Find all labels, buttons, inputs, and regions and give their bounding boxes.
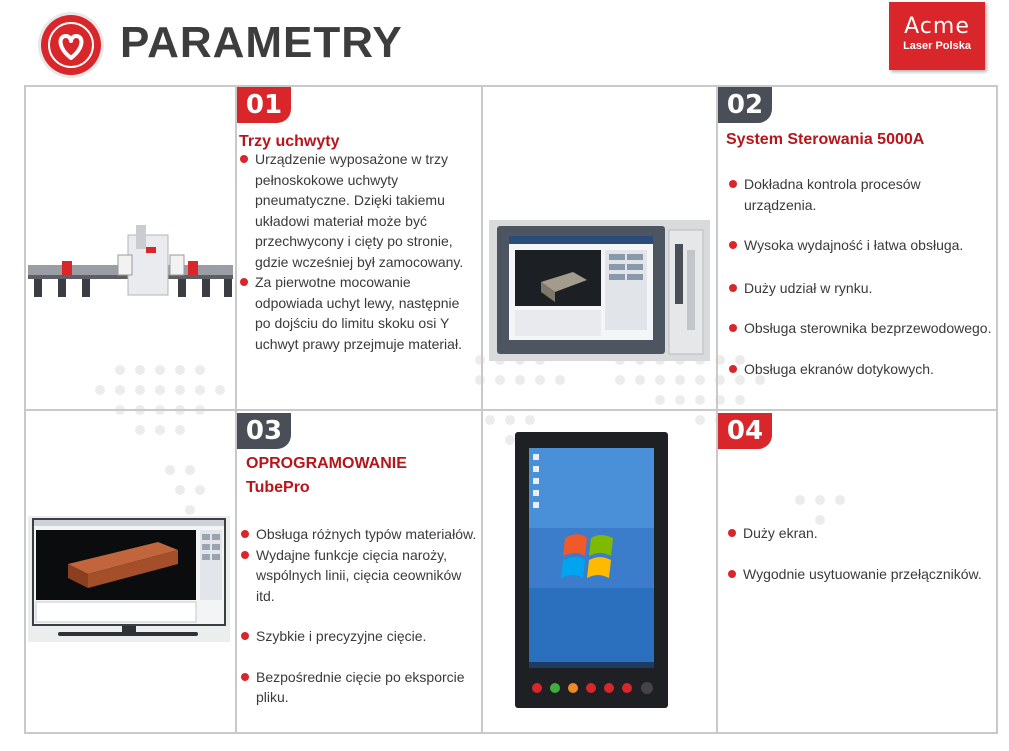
bullet-item: Duży udział w rynku. xyxy=(728,278,994,299)
section-title xyxy=(246,453,407,499)
section-title: Trzy uchwyty xyxy=(239,133,340,150)
bullet-list xyxy=(727,523,993,584)
logo-subtitle: Laser Polska xyxy=(903,40,971,52)
bullet-item: Dokładna kontrola procesów urządzenia. xyxy=(728,174,994,215)
company-logo xyxy=(889,2,985,70)
section-title-line: TubePro xyxy=(246,479,310,496)
bullet-item: Bezpośrednie cięcie po eksporcie pliku. xyxy=(240,667,478,708)
section-title: System Sterowania 5000A xyxy=(726,131,925,148)
bullet-item: Duży ekran. xyxy=(727,523,993,544)
bullet-item: Urządzenie wyposażone w trzy pełnoskokowe uchwyty pneumatyczne. Dzięki takiemu układowi materiał może być przechwycony i cięty po stronie, gdzie wcześniej był zamocowany. xyxy=(239,149,477,272)
touch-screen-panel-image xyxy=(515,432,668,708)
heart-icon xyxy=(36,10,106,80)
section-title-line: OPROGRAMOWANIE xyxy=(246,455,407,472)
software-screenshot-image xyxy=(28,516,230,642)
bullet-list xyxy=(240,524,478,708)
section-number-badge: 02 xyxy=(718,87,772,123)
grid-divider xyxy=(24,409,998,411)
bullet-item: Wydajne funkcje cięcia naroży, wspólnych linii, cięcia ceowników itd. xyxy=(240,545,478,607)
bullet-list xyxy=(728,174,994,379)
bullet-list xyxy=(239,149,477,354)
section-number-badge: 01 xyxy=(237,87,291,123)
bullet-item: Obsługa różnych typów materiałów. xyxy=(240,524,478,545)
bullet-item: Szybkie i precyzyjne cięcie. xyxy=(240,626,478,647)
bullet-item: Obsługa ekranów dotykowych. xyxy=(728,359,994,380)
section-number-badge: 03 xyxy=(237,413,291,449)
logo-brand: Acme xyxy=(904,14,970,39)
bullet-item: Wygodnie usytuowanie przełączników. xyxy=(727,564,993,585)
laser-machine-image xyxy=(28,225,233,305)
bullet-item: Wysoka wydajność i łatwa obsługa. xyxy=(728,235,994,256)
bullet-item: Za pierwotne mocowanie odpowiada uchyt lewy, następnie po dojściu do limitu skoku osi Y uchwyt prawy przejmuje materiał. xyxy=(239,272,477,354)
bullet-item: Obsługa sterownika bezprzewodowego. xyxy=(728,318,994,339)
page-title: PARAMETRY xyxy=(120,18,403,67)
section-number-badge: 04 xyxy=(718,413,772,449)
control-panel-image xyxy=(489,220,710,361)
